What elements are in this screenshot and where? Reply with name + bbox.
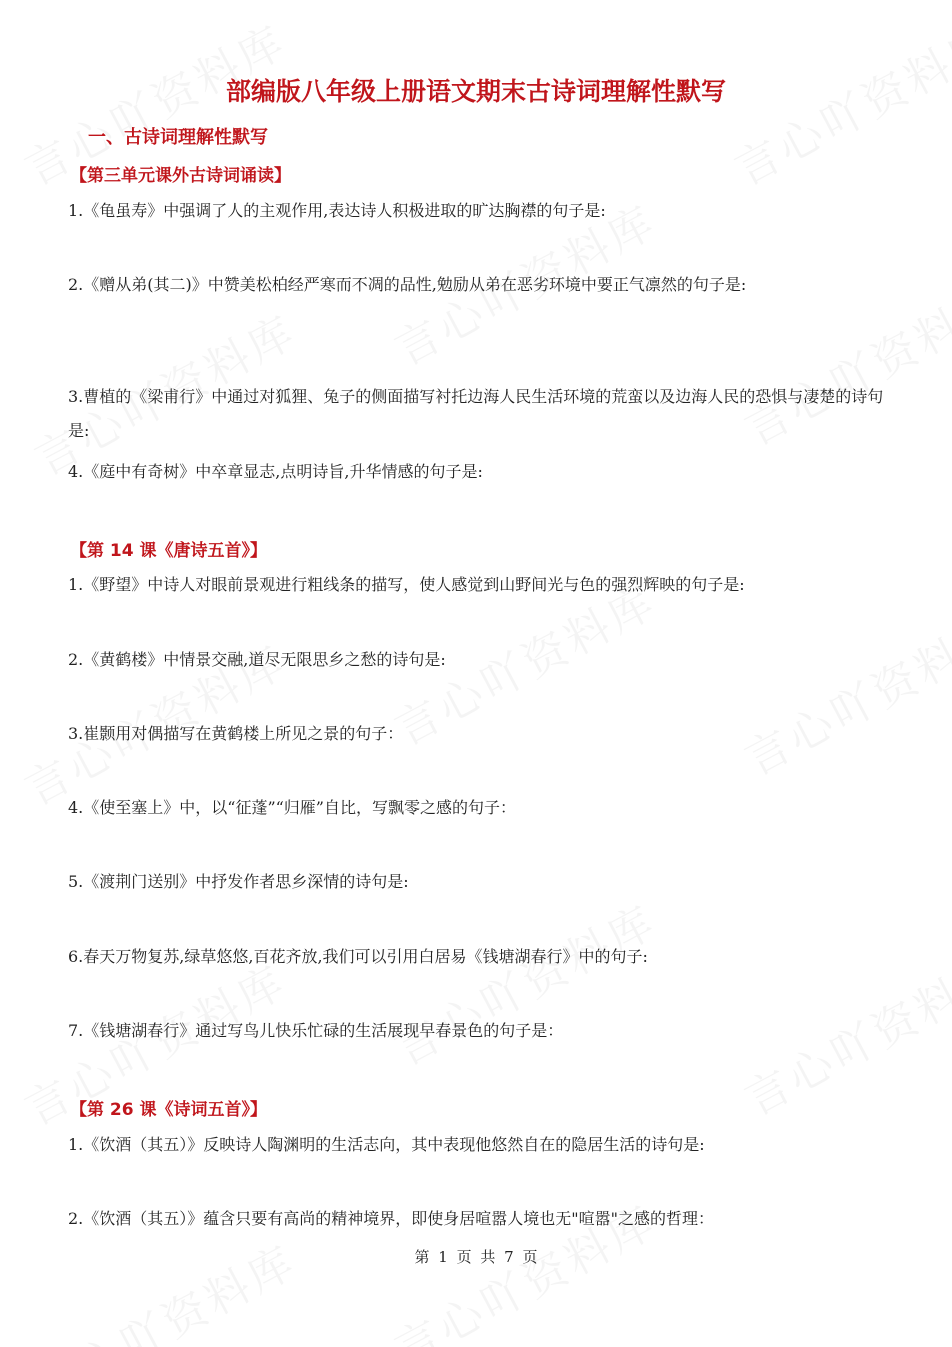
question-item: 3.崔颢用对偶描写在黄鹤楼上所见之景的句子： [68, 724, 404, 743]
question-item: 4.《使至塞上》中，以“征蓬”“归雁”自比，写飘零之感的句子： [68, 798, 516, 817]
section-heading: 【第三单元课外古诗词诵读】 [70, 166, 291, 186]
question-item: 4.《庭中有奇树》中卒章显志,点明诗旨,升华情感的句子是: [68, 462, 483, 481]
section-heading: 【第 14 课《唐诗五首》】 [70, 541, 267, 561]
watermark-text [732, 596, 952, 788]
question-item: 2.《赠从弟(其二)》中赞美松柏经严寒而不凋的品性,勉励从弟在恶劣环境中要正气凛然的句子是: [68, 275, 747, 294]
question-item: 7.《钱塘湖春行》通过写鸟儿快乐忙碌的生活展现早春景色的句子是： [68, 1021, 564, 1040]
watermark-text [382, 886, 666, 1078]
question-item: 1.《饮酒（其五）》反映诗人陶渊明的生活志向，其中表现他悠然自在的隐居生活的诗句是: [68, 1135, 705, 1154]
watermark-text [22, 1226, 306, 1347]
question-item: 1.《龟虽寿》中强调了人的主观作用,表达诗人积极进取的旷达胸襟的句子是: [68, 201, 606, 220]
part-heading: 一、古诗词理解性默写 [88, 127, 268, 148]
page-title: 部编版八年级上册语文期末古诗词理解性默写 [225, 77, 726, 106]
page-footer: 第 1 页 共 7 页 [414, 1248, 538, 1266]
question-item: 2.《饮酒（其五）》蕴含只要有高尚的精神境界，即使身居喧嚣人境也无"喧嚣"之感的哲理： [68, 1209, 714, 1228]
question-item: 2.《黄鹤楼》中情景交融,道尽无限思乡之愁的诗句是: [68, 650, 446, 669]
question-item: 3.曹植的《梁甫行》中通过对狐狸、兔子的侧面描写衬托边海人民生活环境的荒蛮以及边海人民的恐惧与凄楚的诗句是: [68, 387, 884, 440]
question-item: 6.春天万物复苏,绿草悠悠,百花齐放,我们可以引用白居易《钱塘湖春行》中的句子: [68, 947, 648, 966]
question-item: 5.《渡荆门送别》中抒发作者思乡深情的诗句是: [68, 872, 409, 891]
section-heading: 【第 26 课《诗词五首》】 [70, 1100, 267, 1120]
question-item: 1.《野望》中诗人对眼前景观进行粗线条的描写，使人感觉到山野间光与色的强烈辉映的句子是: [68, 575, 745, 594]
